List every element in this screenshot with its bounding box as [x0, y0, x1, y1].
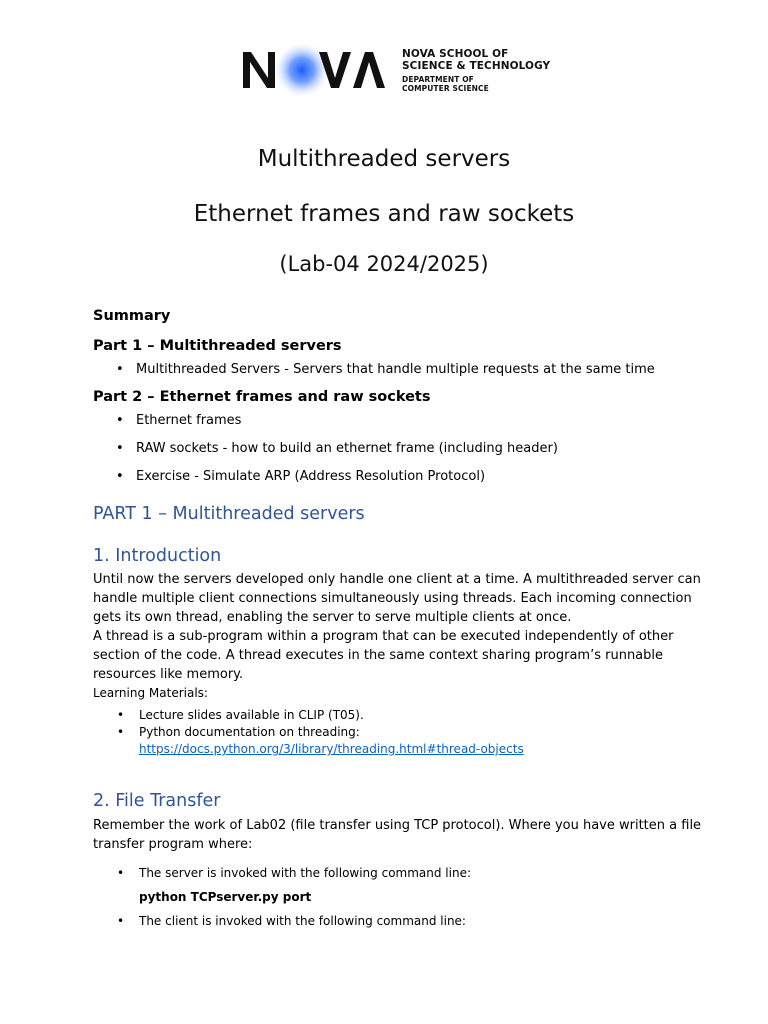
part2-summary-list [93, 411, 703, 486]
part1-summary-heading: Part 1 – Multithreaded servers [93, 338, 342, 354]
list-item [93, 724, 703, 758]
logo-line: SCIENCE & TECHNOLOGY [402, 60, 551, 72]
part1-summary-list [93, 360, 703, 379]
file-transfer-list [93, 912, 703, 930]
lab-label: (Lab-04 2024/2025) [279, 252, 489, 276]
document-subtitle: Ethernet frames and raw sockets [193, 201, 575, 227]
document-title: Multithreaded servers [257, 146, 511, 172]
learning-materials-list [93, 707, 703, 758]
logo-text [402, 48, 550, 93]
list-item: • The client is invoked with the following command line: [93, 912, 703, 930]
summary-heading: Summary [93, 308, 171, 324]
logo-line: NOVA SCHOOL OF [402, 48, 509, 60]
file-transfer-heading: 2. File Transfer [93, 791, 221, 811]
nova-wordmark-icon [240, 38, 390, 102]
list-item: • The server is invoked with the following command line: [93, 864, 703, 882]
logo-line: DEPARTMENT OF [402, 75, 474, 84]
part2-summary-heading: Part 2 – Ethernet frames and raw sockets [93, 389, 431, 405]
introduction-paragraph-1: Until now the servers developed only handle one client at a time. A multithreaded server can handle multiple client connections simultaneously using threads. Each incoming connection gets its own thread, enabling the server to serve multiple clients at once. [93, 572, 701, 625]
list-item: • RAW sockets - how to build an ethernet frame (including header) [93, 439, 703, 458]
list-item: • Lecture slides available in CLIP (T05). [93, 707, 703, 724]
file-transfer-paragraph: Remember the work of Lab02 (file transfer using TCP protocol). Where you have written a file transfer program where: [93, 818, 702, 852]
list-item: • Multithreaded Servers - Servers that handle multiple requests at the same time [93, 360, 703, 379]
server-command: python TCPserver.py port [139, 890, 312, 904]
list-item: • Exercise - Simulate ARP (Address Resolution Protocol) [93, 467, 703, 486]
logo-line: COMPUTER SCIENCE [402, 84, 489, 93]
introduction-paragraph-2: A thread is a sub-program within a program that can be executed independently of other section of the code. A thread executes in the same context sharing program’s runnable resources like memory. [93, 629, 674, 682]
introduction-heading: 1. Introduction [93, 546, 222, 566]
nova-logo [240, 38, 560, 102]
threading-docs-link[interactable]: https://docs.python.org/3/library/threading.html#thread-objects [139, 742, 524, 756]
list-item-text: Python documentation on threading: [139, 725, 360, 739]
file-transfer-list [93, 864, 703, 882]
learning-materials-label: Learning Materials: [93, 686, 208, 700]
list-item: • Ethernet frames [93, 411, 703, 430]
part1-heading: PART 1 – Multithreaded servers [93, 504, 365, 524]
